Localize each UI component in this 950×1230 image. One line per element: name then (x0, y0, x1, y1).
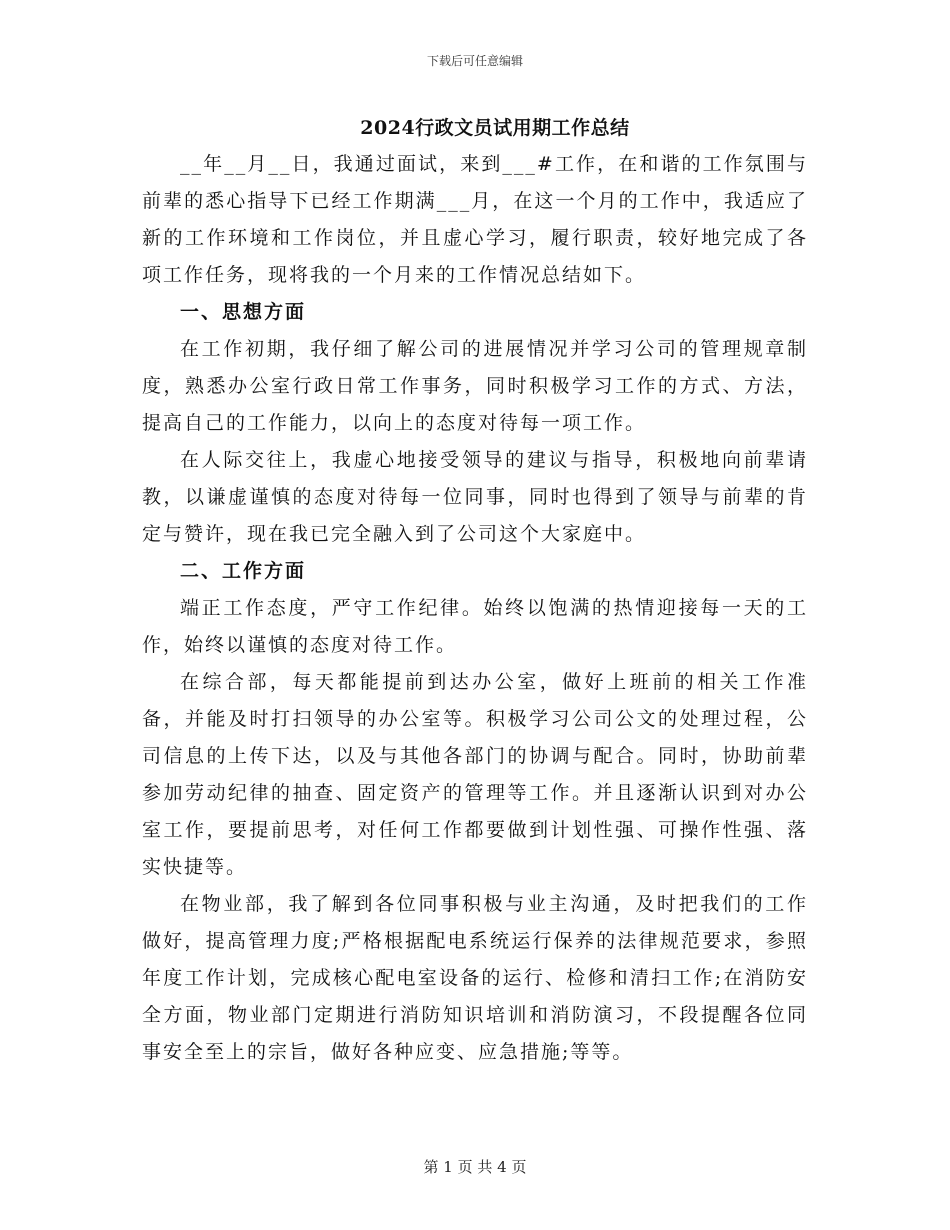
section-heading-work: 二、工作方面 (180, 560, 307, 582)
thought-paragraph-2: 在人际交往上，我虚心地接受领导的建议与指导，积极地向前辈请教，以谦虚谨慎的态度对待每一位同事，同时也得到了领导与前辈的肯定与赞许，现在我已完全融入到了公司这个大家庭中。 (142, 449, 808, 545)
page-header-note: 下载后可任意编辑 (426, 54, 523, 68)
work-paragraph-1: 端正工作态度，严守工作纪律。始终以饱满的热情迎接每一天的工作，始终以谨慎的态度对待工作。 (142, 597, 808, 656)
page-indicator: 第 1 页 共 4 页 (423, 1158, 527, 1176)
section-heading-thought: 一、思想方面 (180, 301, 307, 323)
thought-paragraph-1: 在工作初期，我仔细了解公司的进展情况并学习公司的管理规章制度，熟悉办公室行政日常工作事务，同时积极学习工作的方式、方法，提高自己的工作能力，以向上的态度对待每一项工作。 (142, 338, 808, 434)
document-body (142, 110, 808, 1071)
work-paragraph-2: 在综合部，每天都能提前到达办公室，做好上班前的相关工作准备，并能及时打扫领导的办公室等。积极学习公司公文的处理过程，公司信息的上传下达，以及与其他各部门的协调与配合。同时，协助前辈参加劳动纪律的抽查、固定资产的管理等工作。并且逐渐认识到对办公室工作，要提前思考，对任何工作都要做到计划性强、可操作性强、落实快捷等。 (142, 671, 808, 878)
intro-paragraph: __年__月__日，我通过面试，来到___#工作，在和谐的工作氛围与前辈的悉心指导下已经工作期满___月，在这一个月的工作中，我适应了新的工作环境和工作岗位，并且虚心学习，履行职责，较好地完成了各项工作任务，现将我的一个月来的工作情况总结如下。 (142, 153, 808, 286)
work-paragraph-3: 在物业部，我了解到各位同事积极与业主沟通，及时把我们的工作做好，提高管理力度;严格根据配电系统运行保养的法律规范要求，参照年度工作计划，完成核心配电室设备的运行、检修和清扫工作;在消防安全方面，物业部门定期进行消防知识培训和消防演习，不段提醒各位同事安全至上的宗旨，做好各种应变、应急措施;等等。 (142, 893, 808, 1063)
document-title: 2024行政文员试用期工作总结 (360, 117, 630, 139)
